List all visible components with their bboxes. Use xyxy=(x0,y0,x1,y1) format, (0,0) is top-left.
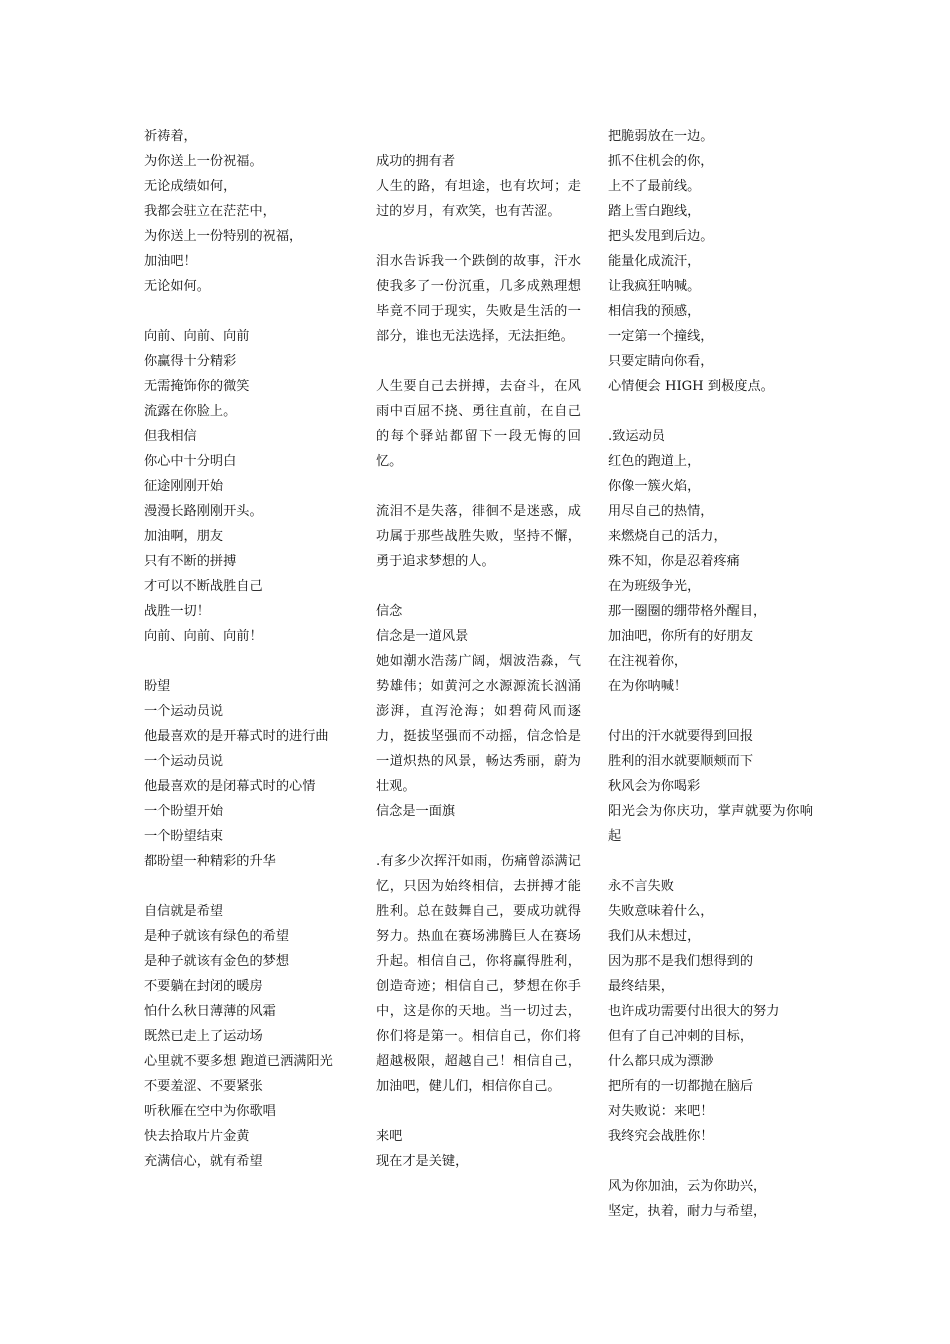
text-line: 听秋雁在空中为你歌唱 xyxy=(144,1104,276,1119)
text-line: 殊不知，你是忍着疼痛 xyxy=(608,554,740,569)
text-line: 既然已走上了运动场 xyxy=(144,1029,263,1044)
text-line: 在为你呐喊！ xyxy=(608,679,688,694)
text-line: 流露在你脸上。 xyxy=(144,404,237,419)
text-line: 才可以不断战胜自己 xyxy=(144,579,263,594)
text-line: 心里就不要多想 跑道已洒满阳光 xyxy=(144,1054,333,1069)
text-line: .有多少次挥汗如雨，伤痛曾添满记忆，只因为始终相信，去拼搏才能胜利。总在鼓舞自己，要成功就得努力。热血在赛场沸腾巨人在赛场升起。相信自己，你将赢得胜利，创造奇迹；相信自己，梦想在你手中，这是你的天地。当一切过去，你们将是第一。相信自己，你们将超越极限，超越自己！相信自己，加油吧，健儿们，相信你自己。 xyxy=(376,854,581,1094)
text-line: 失败意味着什么， xyxy=(608,904,714,919)
text-line: 我们从未想过， xyxy=(608,929,701,944)
blank-line xyxy=(376,474,581,499)
text-line: 为你送上一份特别的祝福， xyxy=(144,229,303,244)
text-line: 胜利的泪水就要顺颊而下 xyxy=(608,754,754,769)
blank-line xyxy=(376,574,581,599)
text-line: 是种子就该有金色的梦想 xyxy=(144,954,290,969)
text-line: 能量化成流汗， xyxy=(608,254,701,269)
text-line: 红色的跑道上， xyxy=(608,454,701,469)
text-line: 坚定，执着，耐力与希望， xyxy=(608,1204,767,1219)
text-line: 在为班级争光， xyxy=(608,579,701,594)
text-line: 盼望 xyxy=(144,679,171,694)
text-line: 无需掩饰你的微笑 xyxy=(144,379,250,394)
text-column-middle xyxy=(376,124,581,1174)
text-line: 战胜一切！ xyxy=(144,604,210,619)
text-line: 只要定睛向你看， xyxy=(608,354,714,369)
text-line: .致运动员 xyxy=(608,429,665,444)
text-line: 祈祷着， xyxy=(144,129,197,144)
text-line: 充满信心，就有希望 xyxy=(144,1154,263,1169)
text-line: 付出的汗水就要得到回报 xyxy=(608,729,754,744)
text-line: 对失败说：来吧！ xyxy=(608,1104,714,1119)
text-line: 只有不断的拼搏 xyxy=(144,554,237,569)
text-line: 我终究会战胜你！ xyxy=(608,1129,714,1144)
text-line: 加油吧，你所有的好朋友 xyxy=(608,629,754,644)
text-line: 让我疯狂呐喊。 xyxy=(608,279,701,294)
text-line: 把头发甩到后边。 xyxy=(608,229,714,244)
text-line: 风为你加油，云为你助兴， xyxy=(608,1179,767,1194)
blank-line xyxy=(608,699,813,724)
text-line: 用尽自己的热情， xyxy=(608,504,714,519)
text-line: 一个盼望开始 xyxy=(144,804,224,819)
text-line: 你心中十分明白 xyxy=(144,454,237,469)
blank-line xyxy=(144,874,349,899)
blank-line xyxy=(144,649,349,674)
text-line: 一定第一个撞线， xyxy=(608,329,714,344)
text-line: 来燃烧自己的活力， xyxy=(608,529,727,544)
text-line: 你像一簇火焰， xyxy=(608,479,701,494)
text-line: 是种子就该有绿色的希望 xyxy=(144,929,290,944)
text-line: 什么都只成为漂渺 xyxy=(608,1054,714,1069)
text-line: 阳光会为你庆功，掌声就要为你响起 xyxy=(608,804,813,844)
text-line: 自信就是希望 xyxy=(144,904,224,919)
blank-line xyxy=(376,1099,581,1124)
text-line: 人生的路，有坦途，也有坎坷；走过的岁月，有欢笑，也有苦涩。 xyxy=(376,179,581,219)
blank-line xyxy=(608,1149,813,1174)
text-line: 人生要自己去拼搏，去奋斗，在风雨中百屈不挠、勇往直前，在自己的每个驿站都留下一段无悔的回忆。 xyxy=(376,379,581,469)
text-line: 因为那不是我们想得到的 xyxy=(608,954,754,969)
text-line: 现在才是关键， xyxy=(376,1154,469,1169)
text-line: 都盼望一种精彩的升华 xyxy=(144,854,276,869)
text-line: 流泪不是失落，徘徊不是迷惑，成功属于那些战胜失败，坚持不懈，勇于追求梦想的人。 xyxy=(376,504,581,569)
blank-line xyxy=(376,349,581,374)
text-line: 抓不住机会的你， xyxy=(608,154,714,169)
text-line: 但有了自己冲刺的目标， xyxy=(608,1029,754,1044)
text-line: 信念是一面旗 xyxy=(376,804,456,819)
text-line: 不要羞涩、不要紧张 xyxy=(144,1079,263,1094)
text-line: 他最喜欢的是开幕式时的进行曲 xyxy=(144,729,329,744)
text-line: 成功的拥有者 xyxy=(376,154,456,169)
text-line: 向前、向前、向前！ xyxy=(144,629,263,644)
blank-line xyxy=(376,824,581,849)
text-line: 最终结果， xyxy=(608,979,674,994)
text-line: 漫漫长路刚刚开头。 xyxy=(144,504,263,519)
text-line: 她如潮水浩荡广阔，烟波浩淼，气势雄伟；如黄河之水源源流长汹涌澎湃，直泻沧海；如碧荷风而逐力，挺拔坚强而不动摇，信念恰是一道炽热的风景，畅达秀丽，蔚为壮观。 xyxy=(376,654,581,794)
text-line: 永不言失败 xyxy=(608,879,674,894)
text-line: 来吧 xyxy=(376,1129,403,1144)
text-line: 信念 xyxy=(376,604,403,619)
text-line: 也许成功需要付出很大的努力 xyxy=(608,1004,780,1019)
text-line: 相信我的预感， xyxy=(608,304,701,319)
text-line: 一个盼望结束 xyxy=(144,829,224,844)
text-line: 把所有的一切都抛在脑后 xyxy=(608,1079,754,1094)
text-line: 向前、向前、向前 xyxy=(144,329,250,344)
text-line: 泪水告诉我一个跌倒的故事，汗水使我多了一份沉重，几多成熟理想毕竟不同于现实，失败是生活的一部分，谁也无法选择，无法拒绝。 xyxy=(376,254,581,344)
blank-line xyxy=(376,224,581,249)
text-line: 征途刚刚开始 xyxy=(144,479,224,494)
blank-line xyxy=(608,399,813,424)
text-line: 加油吧！ xyxy=(144,254,197,269)
text-line: 我都会驻立在茫茫中， xyxy=(144,204,276,219)
text-column-right xyxy=(608,124,813,1224)
text-line: 怕什么秋日薄薄的风霜 xyxy=(144,1004,276,1019)
text-line: 信念是一道风景 xyxy=(376,629,469,644)
text-line: 快去拾取片片金黄 xyxy=(144,1129,250,1144)
text-line: 为你送上一份祝福。 xyxy=(144,154,263,169)
text-column-left xyxy=(144,124,349,1174)
blank-line xyxy=(144,299,349,324)
text-line: 那一圈圈的绷带格外醒目， xyxy=(608,604,767,619)
blank-line xyxy=(376,124,581,149)
text-line: 秋风会为你喝彩 xyxy=(608,779,701,794)
text-line: 踏上雪白跑线， xyxy=(608,204,701,219)
text-line: 上不了最前线。 xyxy=(608,179,701,194)
text-line: 无论如何。 xyxy=(144,279,210,294)
blank-line xyxy=(608,849,813,874)
text-line: 在注视着你， xyxy=(608,654,688,669)
text-line: 无论成绩如何， xyxy=(144,179,237,194)
text-line: 但我相信 xyxy=(144,429,197,444)
text-line: 心情便会 HIGH 到极度点。 xyxy=(608,379,774,394)
text-line: 他最喜欢的是闭幕式时的心情 xyxy=(144,779,316,794)
text-line: 加油啊，朋友 xyxy=(144,529,224,544)
text-line: 你赢得十分精彩 xyxy=(144,354,237,369)
text-line: 不要躺在封闭的暖房 xyxy=(144,979,263,994)
text-line: 一个运动员说 xyxy=(144,754,224,769)
text-line: 一个运动员说 xyxy=(144,704,224,719)
text-line: 把脆弱放在一边。 xyxy=(608,129,714,144)
